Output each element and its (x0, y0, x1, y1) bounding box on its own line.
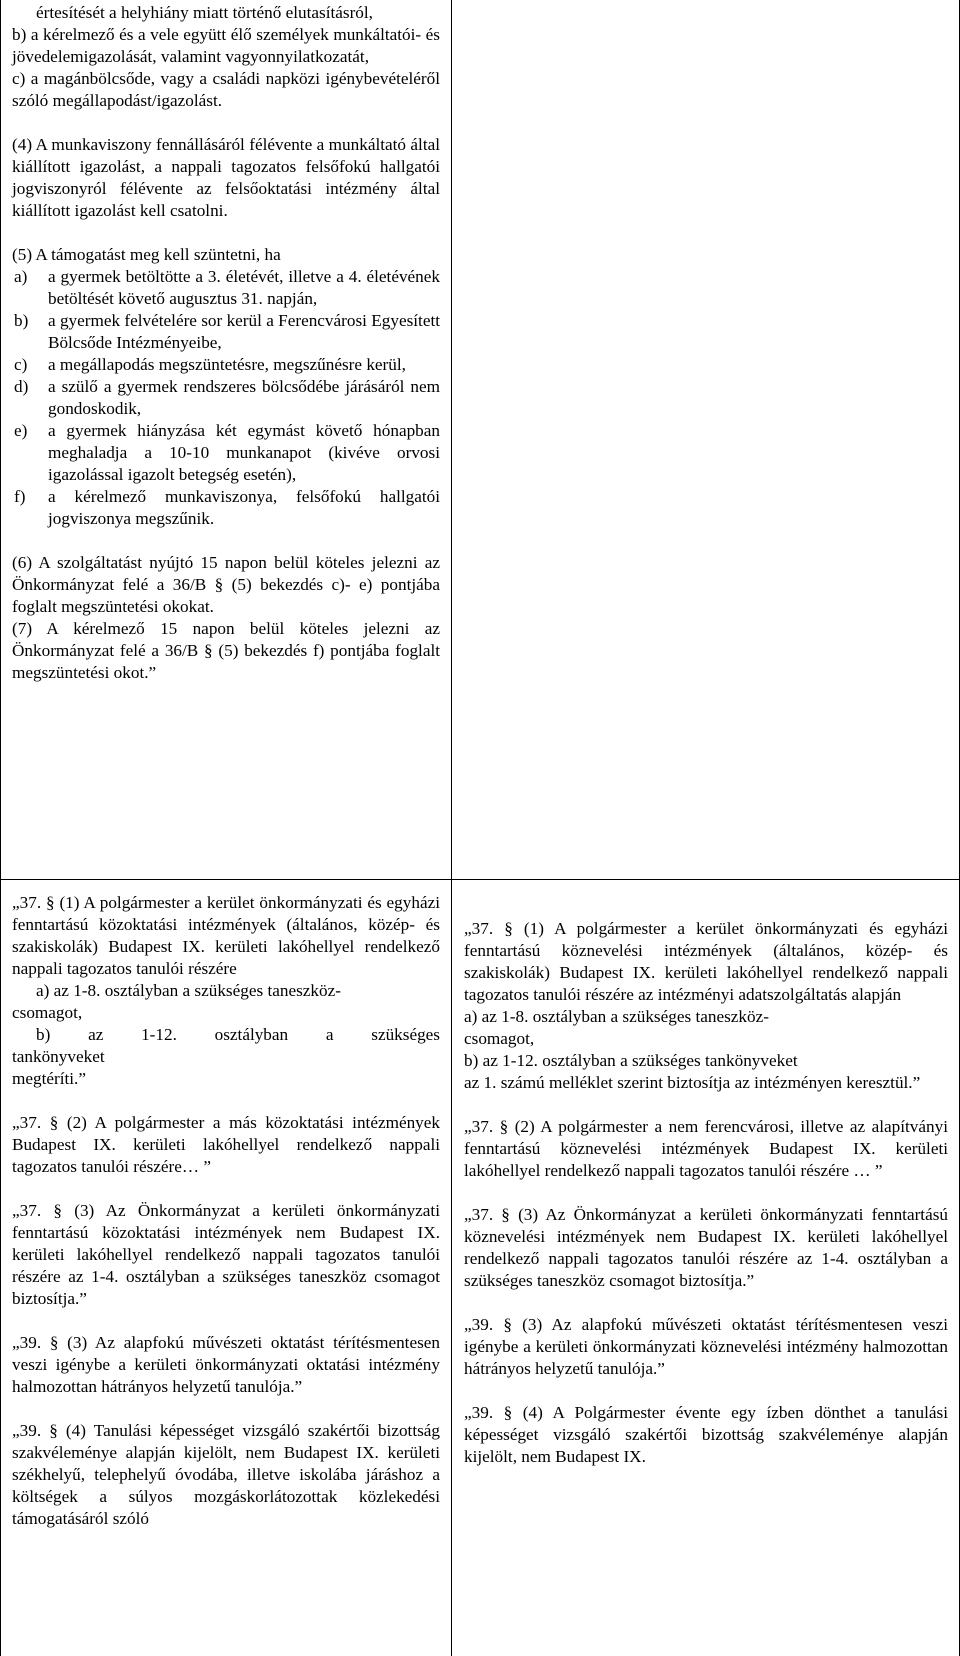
left-section-37-1-b: b) az 1-12. osztályban a szükséges (36, 1025, 440, 1044)
intro-line-c: c) a magánbölcsőde, vagy a családi napközi igénybevételéről szóló megállapodást/igazolást. (12, 69, 440, 110)
table-column-divider (451, 0, 452, 1656)
list-item: d) a szülő a gyermek rendszeres bölcsődébe járásáról nem gondoskodik, (14, 377, 440, 418)
list-item: f) a kérelmező munkaviszonya, felsőfokú hallgatói jogviszonya megszűnik. (14, 487, 440, 528)
right-section-37-2: „37. § (2) A polgármester a nem ferencvárosi, illetve az alapítványi fenntartású köznevelési intézmények Budapest IX. kerületi lakóhellyel rendelkező nappali tagozatos tanulói részére … ” (464, 1117, 948, 1180)
left-section-37-1-a: a) az 1-8. osztályban a szükséges taneszköz- (36, 981, 341, 1000)
right-section-37-3: „37. § (3) Az Önkormányzat a kerületi önkormányzati fenntartású köznevelési intézmények nem Budapest IX. kerületi lakóhellyel rendelkező nappali tagozatos tanulói részére az 1-4. osztályban a szükséges taneszköz csomagot biztosítja.” (464, 1205, 948, 1290)
paragraph-5-list (12, 266, 440, 530)
right-section-39-3: „39. § (3) Az alapfokú művészeti oktatást térítésmentesen veszi igénybe a kerületi önkormányzati köznevelési intézmény halmozottan hátrányos helyzetű tanulója.” (464, 1315, 948, 1378)
cell-top-left (12, 2, 440, 684)
intro-line-b: b) a kérelmező és a vele együtt élő személyek munkáltatói- és jövedelemigazolását, valamint vagyonnyilatkozatát, (12, 25, 440, 66)
right-section-37-1-a: a) az 1-8. osztályban a szükséges taneszköz- (464, 1007, 769, 1026)
right-section-37-1: „37. § (1) A polgármester a kerület önkormányzati és egyházi fenntartású köznevelési intézmények (általános, közép- és szakiskolák) Budapest IX. kerületi lakóhellyel rendelkező nappali tagozatos tanulói részére az intézményi adatszolgáltatás alapján (464, 919, 948, 1004)
intro-line-1: értesítését a helyhiány miatt történő elutasításról, (36, 3, 373, 22)
left-section-37-1: „37. § (1) A polgármester a kerület önkormányzati és egyházi fenntartású közoktatási intézmények (általános, közép- és szakiskolák) Budapest IX. kerületi lakóhellyel rendelkező nappali tagozatos tanulói részére (12, 893, 440, 978)
paragraph-6: (6) A szolgáltatást nyújtó 15 napon belül köteles jelezni az Önkormányzat felé a 36/B § (5) bekezdés c)- e) pontjába foglalt megszüntetési okokat. (12, 553, 440, 616)
paragraph-5-lead: (5) A támogatást meg kell szüntetni, ha (12, 245, 281, 264)
right-section-37-1-b: b) az 1-12. osztályban a szükséges tankönyveket (464, 1051, 798, 1070)
list-item: e) a gyermek hiányzása két egymást követő hónapban meghaladja a 10-10 munkanapot (kivéve orvosi igazolással igazolt betegség esetén), (14, 421, 440, 484)
list-item: b) a gyermek felvételére sor kerül a Ferencvárosi Egyesített Bölcsőde Intézményeibe, (14, 311, 440, 352)
table-row-divider (0, 879, 960, 880)
cell-bottom-right (464, 918, 948, 1468)
left-section-37-2: „37. § (2) A polgármester a más közoktatási intézmények Budapest IX. kerületi lakóhellyel rendelkező nappali tagozatos tanulói részére… ” (12, 1113, 440, 1176)
right-section-37-1-b-cont: az 1. számú melléklet szerint biztosítja az intézményen keresztül.” (464, 1073, 921, 1092)
table-border-left (0, 0, 1, 1656)
left-section-39-4: „39. § (4) Tanulási képességet vizsgáló szakértői bizottság szakvéleménye alapján kijelölt, nem Budapest IX. kerületi székhelyű, telephelyű óvodába, illetve iskolába járáshoz a költségek a súlyos mozgáskorlátozottak közlekedési támogatásáról szóló (12, 1421, 440, 1528)
left-section-37-1-a-cont: csomagot, (12, 1003, 83, 1022)
right-section-39-4: „39. § (4) A Polgármester évente egy ízben dönthet a tanulási képességet vizsgáló szakértői bizottság szakvéleménye alapján kijelölt, nem Budapest IX. (464, 1403, 948, 1466)
left-section-37-3: „37. § (3) Az Önkormányzat a kerületi önkormányzati fenntartású közoktatási intézmények nem Budapest IX. kerületi lakóhellyel rendelkező nappali tagozatos tanulói részére az 1-4. osztályban a szükséges taneszköz csomagot biztosítja.” (12, 1201, 440, 1308)
right-section-37-1-a-cont: csomagot, (464, 1029, 535, 1048)
paragraph-4: (4) A munkaviszony fennállásáról félévente a munkáltató által kiállított igazolást, a nappali tagozatos felsőfokú hallgatói jogviszonyról félévente az felsőoktatási intézmény által kiállított igazolást kell csatolni. (12, 135, 440, 220)
paragraph-7: (7) A kérelmező 15 napon belül köteles jelezni az Önkormányzat felé a 36/B § (5) bekezdés f) pontjába foglalt megszüntetési okot.” (12, 619, 440, 682)
left-section-37-1-b-cont: tankönyveket (12, 1047, 105, 1066)
left-section-39-3: „39. § (3) Az alapfokú művészeti oktatást térítésmentesen veszi igénybe a kerületi önkormányzati oktatási intézmény halmozottan hátrányos helyzetű tanulója.” (12, 1333, 440, 1396)
cell-bottom-left (12, 892, 440, 1530)
left-section-37-1-end: megtéríti.” (12, 1069, 86, 1088)
list-item: c) a megállapodás megszüntetésre, megszűnésre kerül, (14, 355, 406, 374)
list-item: a) a gyermek betöltötte a 3. életévét, illetve a 4. életévének betöltését követő augusztus 31. napján, (14, 267, 440, 308)
